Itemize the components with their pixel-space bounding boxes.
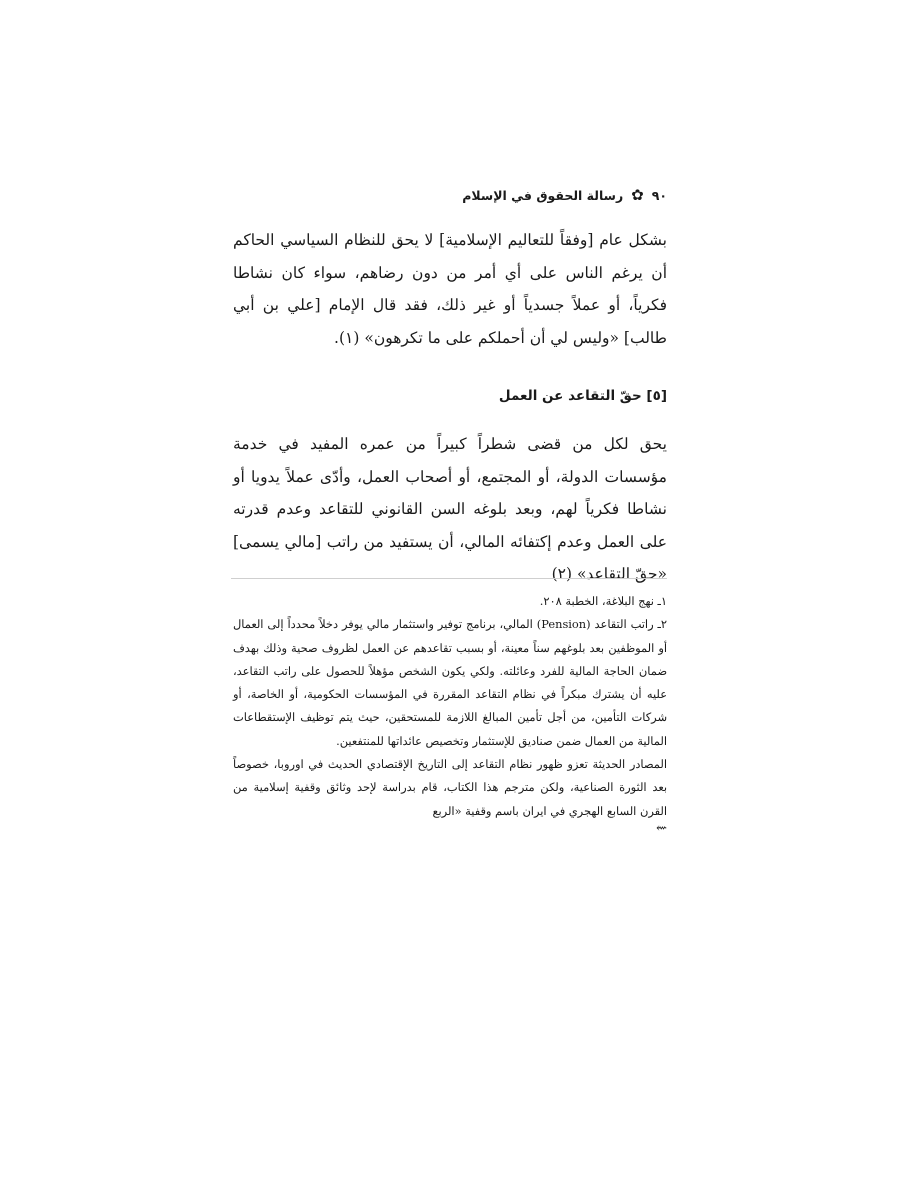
footnote-1: ١ـ نهج البلاغة، الخطبة ٢٠٨.: [539, 594, 667, 608]
flower-ornament-icon: ✿: [631, 185, 644, 204]
book-page: [233, 0, 667, 1200]
paragraph-text: يحق لكل من قضى شطراً كبيراً من عمره المفيد في خدمة مؤسسات الدولة، أو المجتمع، أو أصحاب العمل، وأدّى عملاً يدويا أو نشاطا فكرياً لهم، وبعد بلوغه السن القانوني للتقاعد وعدم قدرته على العمل وعدم إكتفائه المالي، أن يستفيد من راتب [مالي يسمى] «حقّ التقاعد» (٢): [233, 435, 667, 583]
book-title: رسالة الحقوق في الإسلام: [462, 187, 624, 203]
footnote-2-continued: المصادر الحديثة تعزو ظهور نظام التقاعد إلى التاريخ الإقتصادي الحديث في اوروبا، خصوصاً بعد الثورة الصناعية، ولكن مترجم هذا الكتاب، قام بدراسة لإحد وثائق وقفية إسلامية من القرن السابع الهجري في ايران باسم وقفية «الربع: [233, 757, 667, 818]
footnote-2: ٢ـ راتب التقاعد (Pension) المالي، برنامج توفير واستثمار مالي يوفر دخلاً محدداً إلى العمال أو الموظفين بعد بلوغهم سناً معينة، أو بسبب تقاعدهم عن العمل لظروف صحية وذلك بهدف ضمان الحاجة المالية للفرد وعائلته. ولكي يكون الشخص مؤهلاً للحصول على راتب التقاعد، عليه أن يشترك مبكراً في نظام التقاعد المقررة في المؤسسات الحكومية، أو الخاصة، أو شركات التأمين، من أجل تأمين المبالغ اللازمة للمستحقين، حيث يتم توظيف الإستقطاعات المالية من العمال ضمن صناديق للإستثمار وتخصيص عائداتها للمنتفعين.: [233, 617, 668, 748]
footnotes: [233, 590, 667, 835]
continuation-arrow-icon: ⇜: [656, 820, 667, 836]
body-paragraph-2: [233, 428, 667, 591]
page-number: ٩٠: [651, 187, 667, 203]
section-heading: [٥] حقّ التقاعد عن العمل: [498, 388, 667, 404]
body-paragraph-1: [233, 224, 667, 354]
running-head: [233, 182, 667, 208]
paragraph-text: بشكل عام [وفقاً للتعاليم الإسلامية] لا يحق للنظام السياسي الحاكم أن يرغم الناس على أي أمر من دون رضاهم، سواء كان نشاطا فكرياً، أو عملاً جسدياً أو غير ذلك، فقد قال الإمام [علي بن أبي طالب] «وليس لي أن أحملكم على ما تكرهون» (١).: [233, 231, 667, 347]
footnote-divider: [231, 578, 667, 579]
